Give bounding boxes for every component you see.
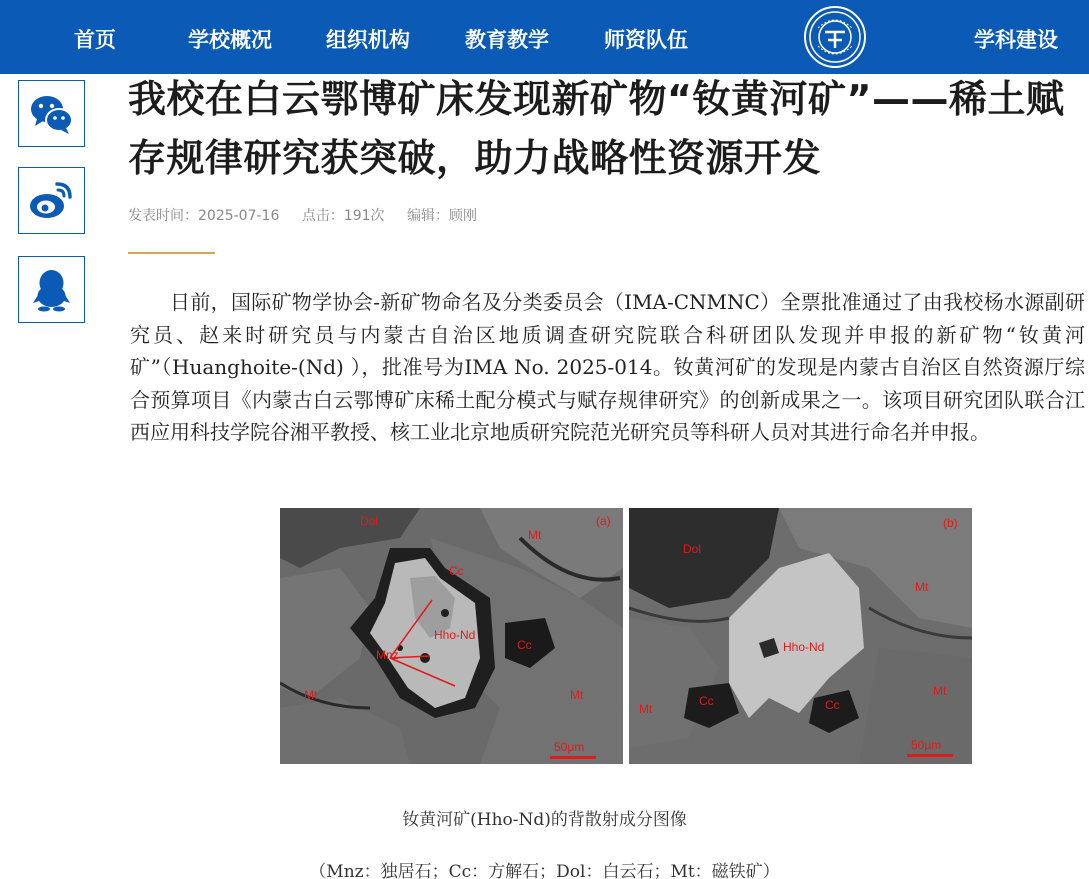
label-mt: Mt: [304, 688, 318, 702]
qq-icon: [27, 265, 76, 314]
label-hho-nd: Hho-Nd: [434, 628, 476, 642]
editor-name: 编辑：顾刚: [407, 208, 478, 224]
label-hho-nd: Hho-Nd: [783, 640, 825, 654]
panel-b-tag: (b): [943, 516, 958, 530]
label-mt: Mt: [528, 528, 542, 542]
nav-item-disciplines[interactable]: 学科建设: [974, 28, 1058, 52]
label-cc: Cc: [449, 564, 464, 578]
label-cc: Cc: [825, 698, 840, 712]
label-dol: Dol: [683, 542, 702, 556]
university-logo[interactable]: [804, 6, 866, 68]
share-qq-button[interactable]: [18, 256, 85, 323]
figure-caption: 钕黄河矿(Hho-Nd)的背散射成分图像: [402, 810, 687, 830]
label-mt: Mt: [933, 684, 947, 698]
label-mt: Mt: [570, 688, 584, 702]
scale-label: 50μm: [554, 740, 585, 754]
scale-label: 50μm: [911, 738, 942, 752]
weibo-icon: [27, 176, 76, 225]
figure-legend: （Mnz：独居石；Cc：方解石；Dol：白云石；Mt：磁铁矿）: [309, 862, 780, 879]
title-divider: [128, 252, 215, 254]
scale-bar: [907, 754, 953, 757]
scale-bar: [550, 756, 596, 759]
label-cc: Cc: [699, 694, 714, 708]
bse-micrograph-b: [629, 508, 972, 764]
nav-item-school-overview[interactable]: 学校概况: [188, 28, 272, 52]
click-count: 点击：191次: [301, 208, 385, 224]
panel-a-tag: (a): [596, 514, 611, 528]
nav-item-education[interactable]: 教育教学: [465, 28, 549, 52]
article-paragraph: 日前，国际矿物学协会-新矿物命名及分类委员会（IMA-CNMNC）全票批准通过了由我校杨水源副研究员、赵来时研究员与内蒙古自治区地质调查研究院联合科研团队发现并申报的新矿物“钕黄河矿”（Huanghoite-(Nd) ），批准号为IMA No. 2025-014。钕黄河矿的发现是内蒙古自治区自然资源厅综合预算项目《内蒙古白云鄂博矿床稀土配分模式与赋存规律研究》的创新成果之一。该项目研究团队联合江西应用科技学院谷湘平教授、核工业北京地质研究院范光研究员等科研人员对其进行命名并申报。: [130, 290, 1085, 444]
share-wechat-button[interactable]: [18, 80, 85, 147]
bse-image-panel-a: [280, 508, 623, 764]
wechat-icon: [27, 89, 76, 138]
label-mnz: Mnz: [376, 648, 399, 662]
publish-date: 发表时间：2025-07-16: [128, 208, 280, 224]
label-cc: Cc: [517, 638, 532, 652]
article-meta: [128, 205, 495, 225]
bse-image-panel-b: [629, 508, 972, 764]
share-weibo-button[interactable]: [18, 167, 85, 234]
nav-item-faculty[interactable]: 师资队伍: [604, 28, 688, 52]
label-mt: Mt: [915, 580, 929, 594]
article-title: 我校在白云鄂博矿床发现新矿物“钕黄河矿”——稀土赋存规律研究获突破，助力战略性资源开发: [128, 77, 1065, 180]
label-dol: Dol: [360, 514, 379, 528]
nav-item-organization[interactable]: 组织机构: [326, 28, 410, 52]
label-mt: Mt: [639, 702, 653, 716]
nav-item-home[interactable]: 首页: [74, 28, 116, 52]
top-nav: [0, 0, 1089, 74]
